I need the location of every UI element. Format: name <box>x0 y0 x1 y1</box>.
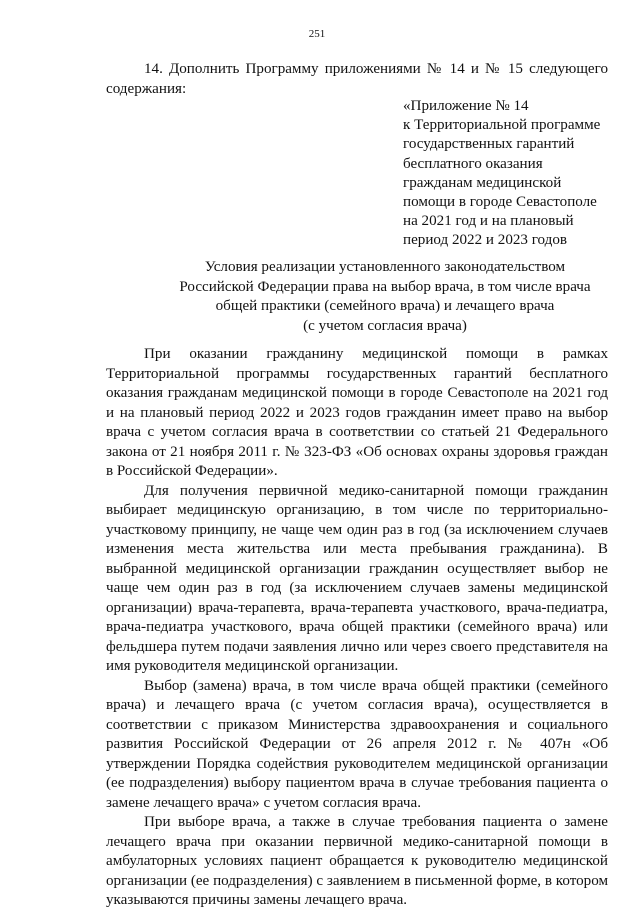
body-paragraph: При оказании гражданину медицинской помощи в рамках Территориальной программы государственных гарантий бесплатного оказания гражданам медицинской помощи в городе Севастополе на 2021 год и на плановый период 2022 и 2023 годов гражданин имеет право на выбор врача с учетом согласия врача в соответствии со статьей 21 Федерального закона от 21 ноября 2011 г. № 323-ФЗ «Об основах охраны здоровья граждан в Российской Федерации». <box>106 346 608 479</box>
appendix-header-line: помощи в городе Севастополе <box>403 194 597 211</box>
appendix-header <box>403 97 613 251</box>
section-title-line: общей практики (семейного врача) и лечащего врача <box>215 298 555 314</box>
appendix-header-line: период 2022 и 2023 годов <box>403 232 568 249</box>
section-title <box>106 258 634 336</box>
appendix-header-line: к Территориальной программе <box>403 117 601 134</box>
document-body <box>106 345 608 911</box>
body-paragraph: Для получения первичной медико-санитарной помощи гражданин выбирает медицинскую организацию, в том числе по территориально-участковому принципу, не чаще чем один раз в год (за исключением случаев изменения места жительства или места пребывания гражданина). В выбранной медицинской организации гражданин осуществляет выбор не чаще чем один раз в год (за исключением случаев замены медицинской организации) врача-терапевта, врача-терапевта участкового, врача-педиатра, врача-педиатра участкового, врача общей практики (семейного врача) или фельдшера путем подачи заявления лично или через своего представителя на имя руководителя медицинской организации. <box>106 482 608 674</box>
body-paragraph: Выбор (замена) врача, в том числе врача общей практики (семейного врача) и лечащего врача (с учетом согласия врача), осуществляется в соответствии с приказом Министерства здравоохранения и социального развития Российской Федерации от 26 апреля 2012 г. № 407н «Об утверждении Порядка содействия руководителем медицинской организации (ее подразделения) выбору пациентом врача в случае требования пациента о замене лечащего врача» с учетом согласия врача. <box>106 677 608 811</box>
appendix-header-line: государственных гарантий <box>403 136 575 153</box>
appendix-header-line: бесплатного оказания <box>403 155 543 172</box>
page-number: 251 <box>308 28 326 40</box>
body-paragraph: При выборе врача, а также в случае требования пациента о замене лечащего врача при оказании первичной медико-санитарной помощи в амбулаторных условиях пациент обращается к руководителю медицинской организации (ее подразделения) с заявлением в письменной форме, в котором указываются причины замены лечащего врача. <box>106 814 608 908</box>
appendix-header-line: «Приложение № 14 <box>403 98 529 114</box>
section-title-line: Условия реализации установленного законодательством <box>204 259 566 275</box>
section-title-line: Российской Федерации права на выбор врача, в том числе врача <box>179 278 591 295</box>
appendix-header-line: на 2021 год и на плановый <box>403 213 574 230</box>
amendment-paragraph: 14. Дополнить Программу приложениями № 14 и № 15 следующего содержания: <box>106 61 608 97</box>
section-title-line: (с учетом согласия врача) <box>303 317 467 334</box>
appendix-header-line: гражданам медицинской <box>403 174 562 191</box>
